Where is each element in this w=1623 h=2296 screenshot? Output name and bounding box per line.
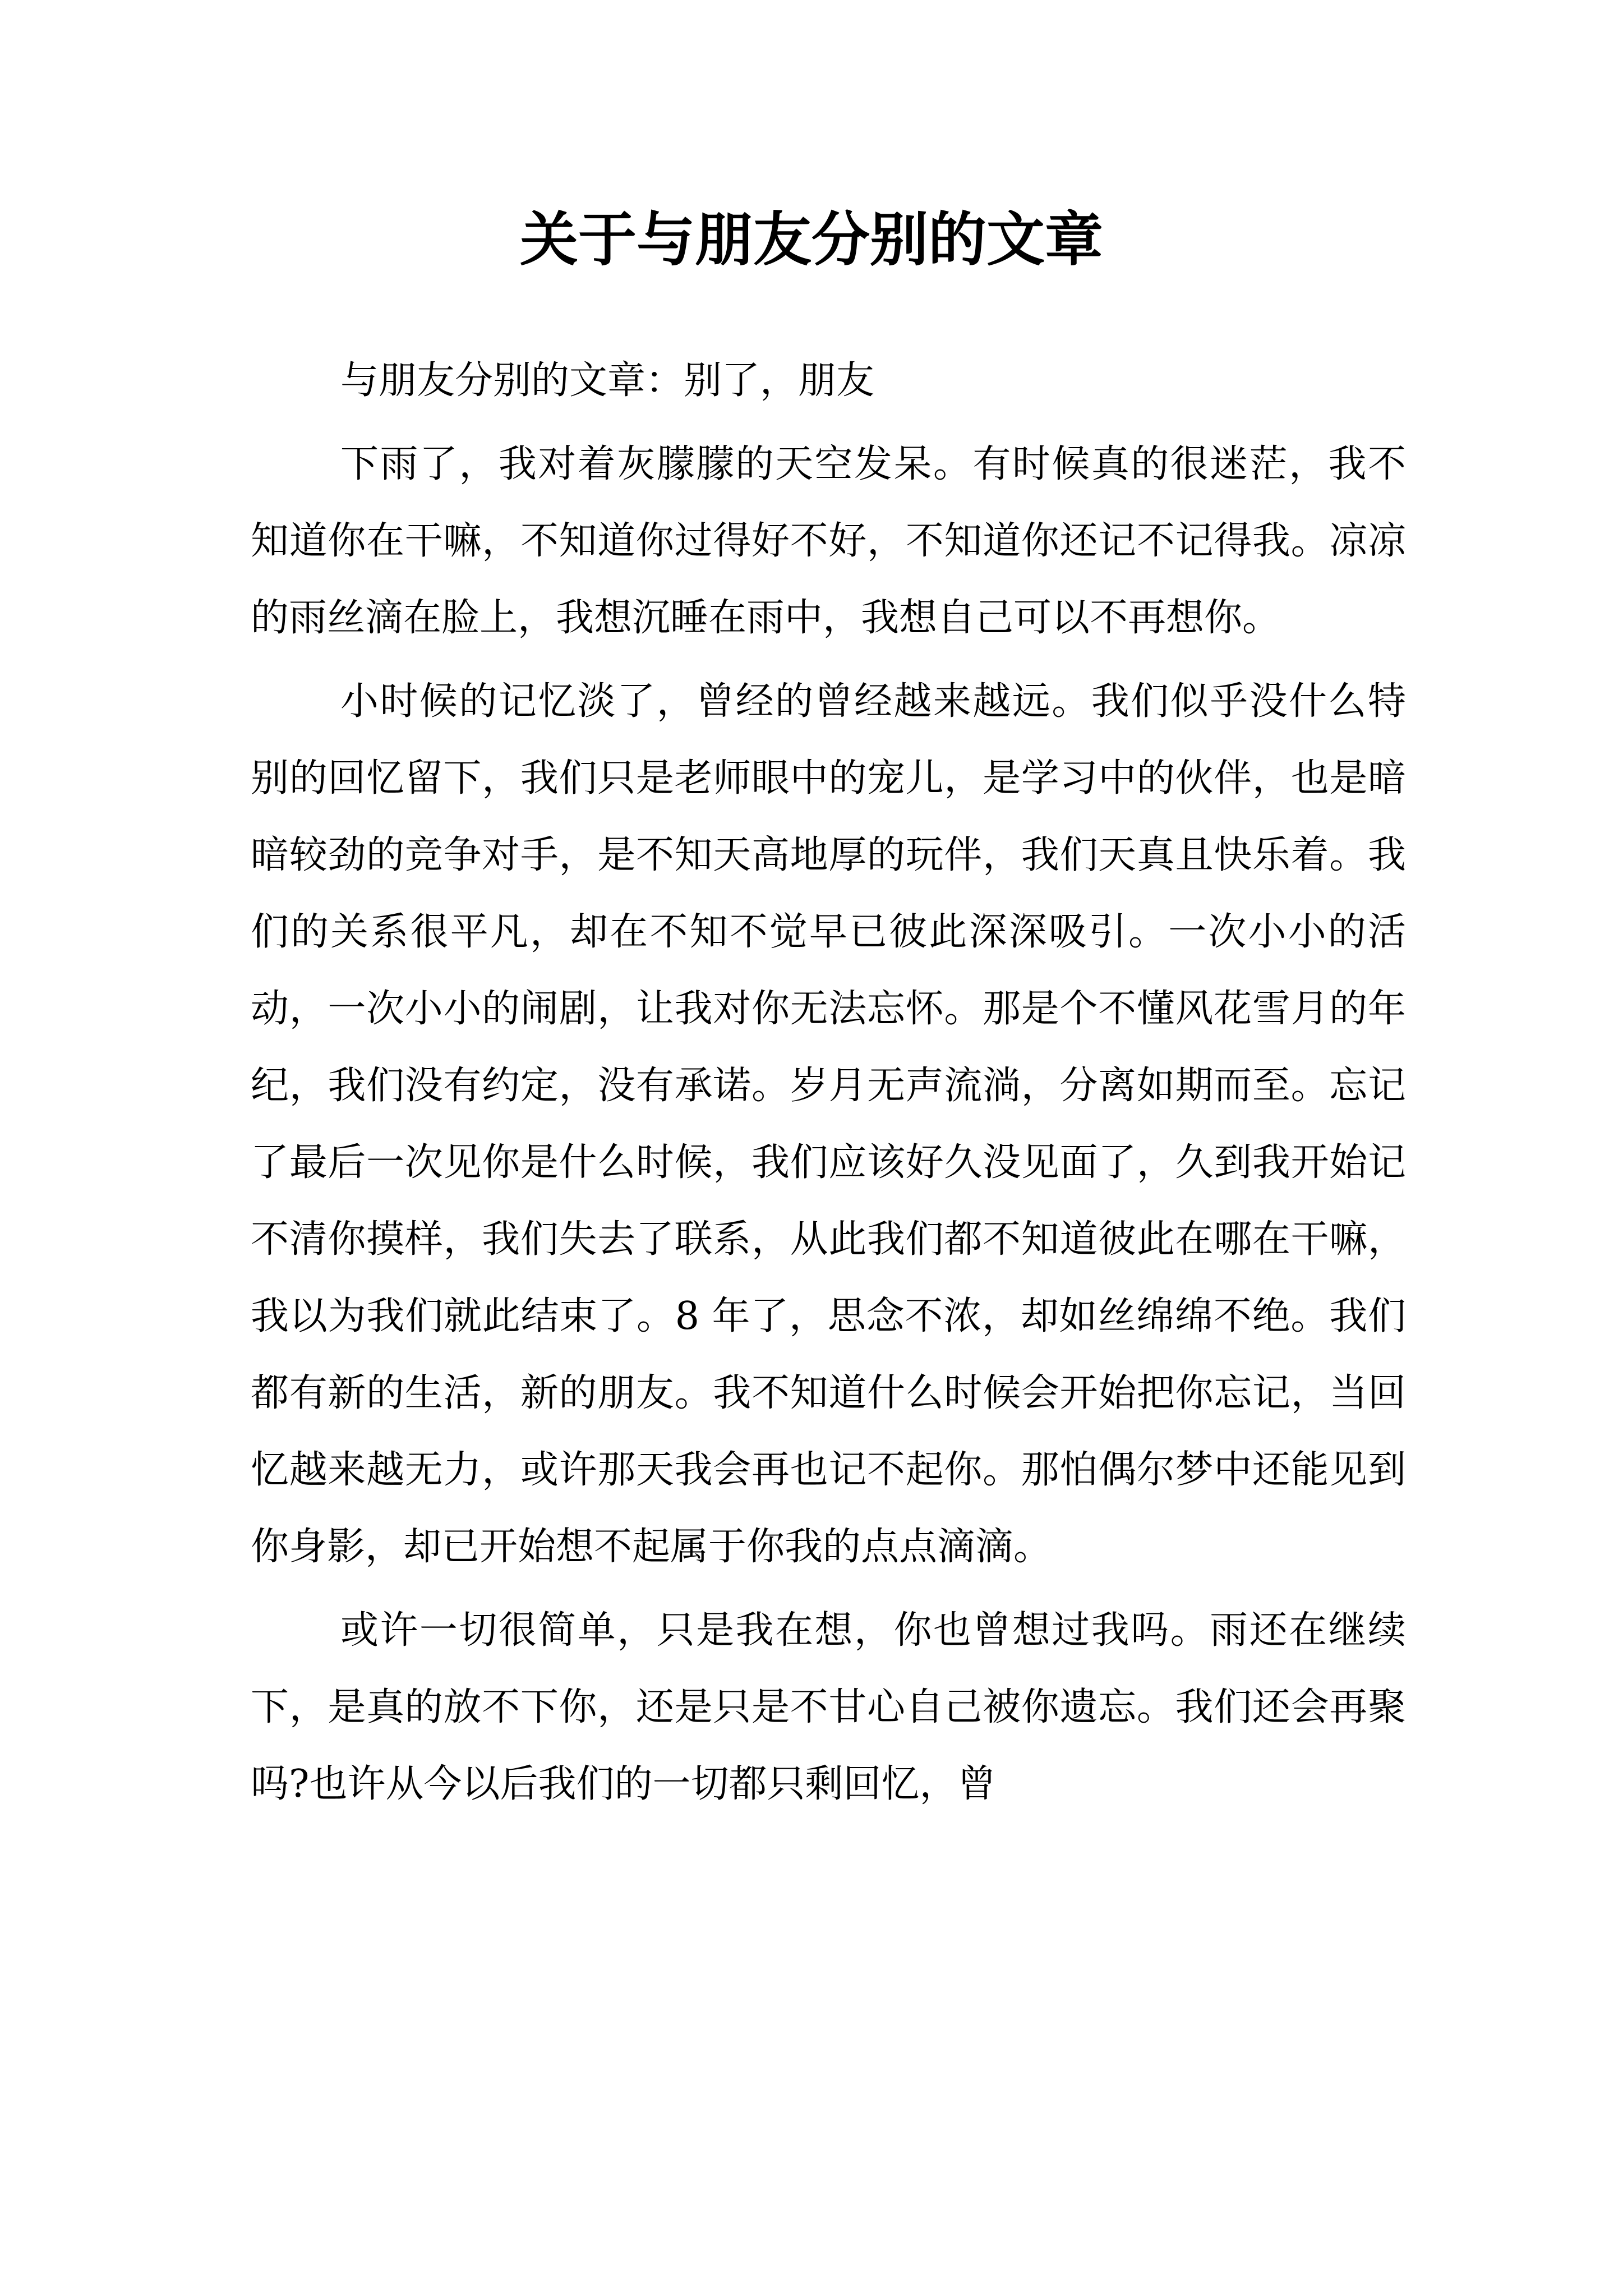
article-subheading: 与朋友分别的文章：别了，朋友 (340, 358, 875, 403)
document-title: 关于与朋友分别的文章 (519, 205, 1103, 274)
paragraph-1: 下雨了，我对着灰朦朦的天空发呆。有时候真的很迷茫，我不知道你在干嘛，不知道你过得好不好，不知道你还记不记得我。凉凉的雨丝滴在脸上，我想沉睡在雨中，我想自己可以不再想你。 (251, 442, 1406, 640)
paragraph-3: 或许一切很简单，只是我在想，你也曾想过我吗。雨还在继续下，是真的放不下你，还是只是不甘心自己被你遗忘。我们还会再聚吗?也许从今以后我们的一切都只剩回忆，曾 (251, 1608, 1406, 1806)
paragraph-2: 小时候的记忆淡了，曾经的曾经越来越远。我们似乎没什么特别的回忆留下，我们只是老师眼中的宠儿，是学习中的伙伴，也是暗暗较劲的竞争对手，是不知天高地厚的玩伴，我们天真且快乐着。我们的关系很平凡，却在不知不觉早已彼此深深吸引。一次小小的活动，一次小小的闹剧，让我对你无法忘怀。那是个不懂风花雪月的年纪，我们没有约定，没有承诺。岁月无声流淌，分离如期而至。忘记了最后一次见你是什么时候，我们应该好久没见面了，久到我开始记不清你摸样，我们失去了联系，从此我们都不知道彼此在哪在干嘛，我以为我们就此结束了。8 年了，思念不浓，却如丝绵绵不绝。我们都有新的生活，新的朋友。我不知道什么时候会开始把你忘记，当回忆越来越无力，或许那天我会再也记不起你。那怕偶尔梦中还能见到你身影，却已开始想不起属于你我的点点滴滴。 (251, 679, 1406, 1569)
document-body (251, 342, 1406, 1823)
